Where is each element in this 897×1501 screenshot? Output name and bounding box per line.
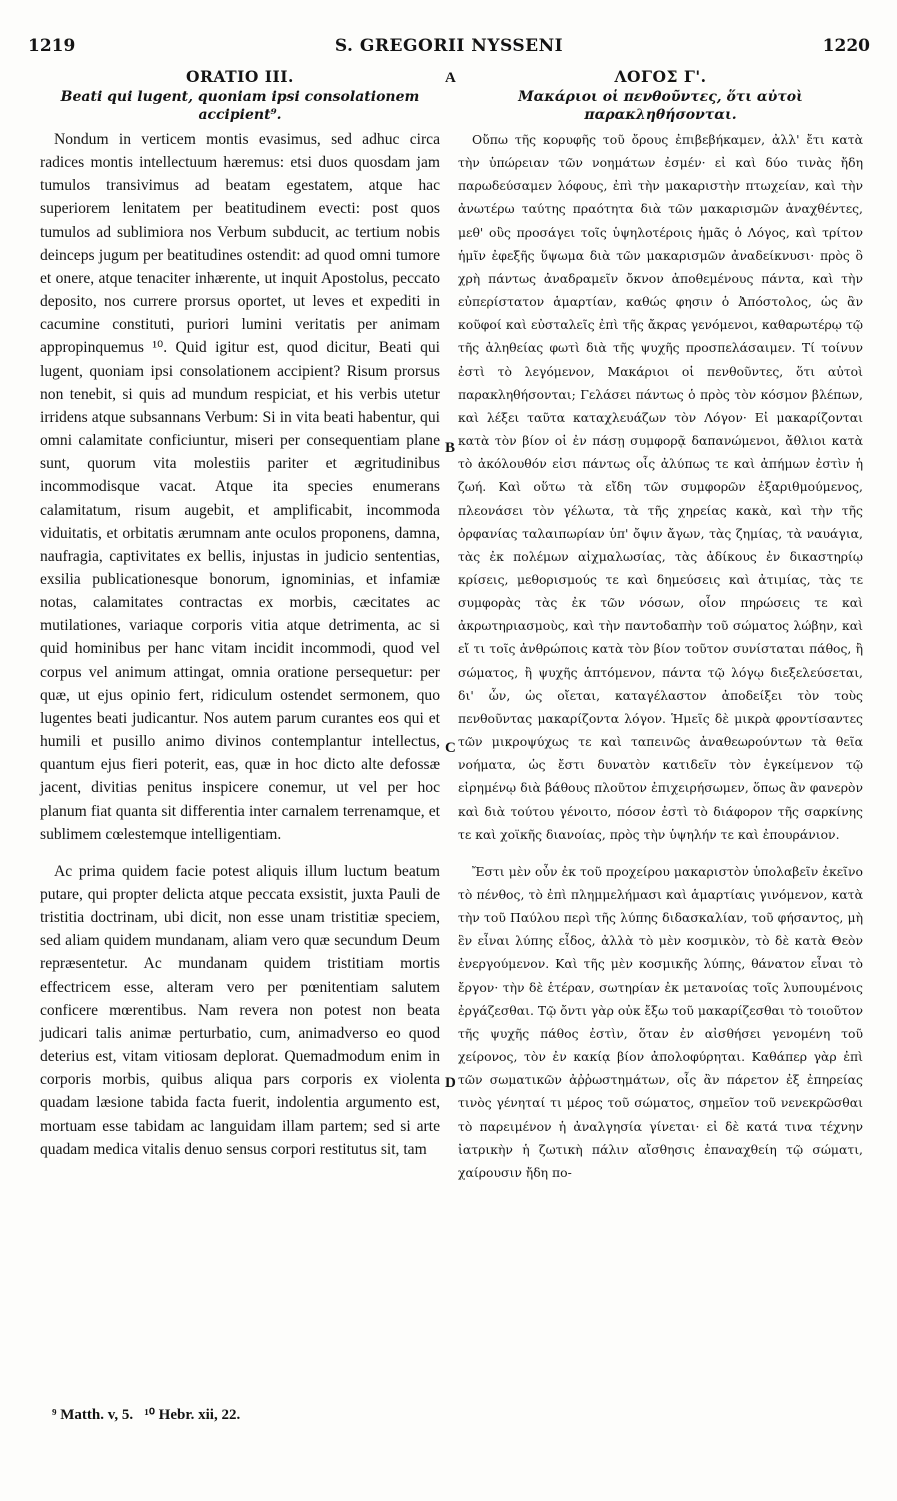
margin-marker-c: C xyxy=(445,740,456,756)
greek-column xyxy=(458,66,863,1184)
greek-paragraph-1: Οὔπω τῆς κορυφῆς τοῦ ὄρους ἐπιβεβήκαμεν, ἀλλ' ἔτι κατὰ τὴν ὑπώρειαν τῶν νοημάτων ἐσμέν· εἰ καὶ δύο τινὰς ἤδη παρωδεύσαμεν λόφους, ἐπὶ τὴν μακαριστὴν πτωχείαν, καὶ τὴν ἀνωτέρω ταύτης πραότητα διὰ τῶν μακαρισμῶν ἀναχθέντες, μεθ' οὓς προσάγει τοῖς ὑψηλοτέροις ἡμᾶς ὁ Λόγος, καὶ τρίτον ἡμῖν ἐφεξῆς ὕψωμα διὰ τῶν μακαρισμῶν ἀναδείκνυσι· πρὸς ὃ χρὴ πάντως ἀναδραμεῖν ὄκνον ἀποθεμένους πάντα, καὶ τὴν εὐπερίστατον ἁμαρτίαν, καθώς φησιν ὁ Ἀπόστολος, ὡς ἂν κοῦφοί καὶ εὐσταλεῖς ἐπὶ τῆς ἄκρας γενόμενοι, καθαρωτέρῳ τῷ τῆς ἀληθείας φωτὶ διὰ τῆς ψυχῆς προσπελάσαιμεν. Τί τοίνυν ἐστὶ τὸ λεγόμενον, Μακάριοι οἱ πενθοῦντες, ὅτι αὐτοὶ παρακληθήσονται; Γελάσει πάντως ὁ πρὸς τὸν κόσμον βλέπων, καὶ λέξει ταῦτα καταχλευάζων τὸν Λόγον· Εἰ μακαρίζονται κατὰ τὸν βίον οἱ ἐν πάσῃ συμφορᾷ δαπανώμενοι, ἄθλιοι κατὰ τὸ ἀκόλουθόν εἰσι πάντως οἷς ἀλύπως τε καὶ ἀπήμων ἐστὶν ἡ ζωή. Καὶ οὕτω τὰ εἴδη τῶν συμφορῶν ἐξαριθμούμενος, πλεονάσει τὸν γέλωτα, τὰ τῆς χηρείας κακὰ, καὶ τὴν τῆς ὀρφανίας ταλαιπωρίαν ὑπ' ὄψιν ἄγων, τὰς ζημίας, τὰ ναυάγια, τὰς ἐκ πολέμων αἰχμαλωσίας, τὰς ἀδίκους ἐν δικαστηρίῳ κρίσεις, μεθορισμούς τε καὶ δημεύσεις καὶ ἀτιμίας, τὰς τε συμφορὰς τὰς ἐκ τῶν νόσων, οἷον πηρώσεις τε καὶ ἀκρωτηριασμοὺς, καὶ τὴν παντοδαπὴν τοῦ σώματος λώβην, καὶ εἴ τι τοῖς ἀνθρώποις κατὰ τὸν βίον τοῦτον συνίσταται πάθος, ἢ σώματος, ἢ ψυχῆς ἁπτόμενον, πάντα τῷ λόγῳ διεξελεύσεται, δι' ὧν, ὡς οἴεται, καταγέλαστον ἀποδείξει τὸν τοὺς πενθοῦντας μακαρίζοντα λόγον. Ἡμεῖς δὲ μικρὰ φροντίσαντες τῶν μικροψύχως τε καὶ ταπεινῶς ἀναθεωρούντων τὰ θεῖα νοήματα, ὡς ἔστι δυνατὸν κατιδεῖν τὸν ἐγκείμενον τῷ εἰρημένῳ διὰ βάθους πλοῦτον ἐπιχειρήσωμεν, ὅπως ἂν φανερὸν καὶ διὰ τούτου γένοιτο, πόσον ἐστὶ τὸ διάφορον τῆς σαρκίνης τε καὶ χοϊκῆς διανοίας, πρὸς τὴν ὑψηλήν τε καὶ ἐπουράνιον. xyxy=(458,132,863,842)
latin-column xyxy=(40,66,440,1161)
greek-epigraph: Μακάριοι οἱ πενθοῦντες, ὅτι αὐτοὶ παρακληθήσονται. xyxy=(518,89,803,123)
latin-paragraph-2: Ac prima quidem facie potest aliquis illum luctum beatum putare, qui propter delicta atque peccata exsistit, juxta Pauli de tristitia doctrinam, ubi dicit, non esse unam tristitiæ speciem, sed aliam quidem mundanam, aliam vero quæ secundum Deum repræsentetur. Ac mundanam quidem tristitiam mortis effectricem esse, alteram vero per pœnitentiam salutem conficere mœrentibus. Nam revera non potest non beata judicari talis animæ perturbatio, cum, animadverso eo quod deterius est, vitam vitiosam deplorat. Quemadmodum enim in corporis morbis, quibus aliqua pars corporis ex violenta quadam læsione tabida facta fuerit, indolentia argumento est, mortuam esse tabidam ac languidam illam partem; sed si arte quadam medica vitalis denuo sensus corpori restitutus sit, tam xyxy=(40,862,440,1158)
greek-paragraph-2: Ἔστι μὲν οὖν ἐκ τοῦ προχείρου μακαριστὸν ὑπολαβεῖν ἐκεῖνο τὸ πένθος, τὸ ἐπὶ πλημμελήμασι καὶ ἁμαρτίαις γινόμενον, κατὰ τὴν τοῦ Παύλου περὶ τῆς λύπης διδασκαλίαν, τοῦ φήσαντος, μὴ ἓν εἶναι λύπης εἶδος, ἀλλὰ τὸ μὲν κοσμικὸν, τὸ δὲ κατὰ Θεὸν ἐνεργούμενον. Καὶ τῆς μὲν κοσμικῆς λύπης, θάνατον εἶναι τὸ ἔργον· τὴν δὲ ἑτέραν, σωτηρίαν ἐκ μετανοίας τοῖς λυπουμένοις ἐργάζεσθαι. Τῷ ὄντι γὰρ οὐκ ἔξω τοῦ μακαρίζεσθαι τὸ τοιοῦτον τῆς ψυχῆς πάθος ἐστὶν, ὅταν ἐν αἰσθήσει γενομένη τοῦ χείρονος, τὸν ἐν κακίᾳ βίον ἀπολοφύρηται. Καθάπερ γὰρ ἐπὶ τῶν σωματικῶν ἀῤῥωστημάτων, οἷς ἂν πάρετον ἐξ ἐπηρείας τινὸς γένηταί τι μέρος τοῦ σώματος, σημεῖον τοῦ νενεκρῶσθαι τὸ παρειμένον ἡ ἀναλγησία γίνεται· εἰ δὲ κατά τινα τέχνην ἰατρικὴν ἡ ζωτικὴ πάλιν αἴσθησις ἐπαναχθείη τῷ σώματι, χαίρουσιν ἤδη πο- xyxy=(458,863,863,1180)
page-header xyxy=(28,36,870,60)
latin-paragraph-1: Nondum in verticem montis evasimus, sed adhuc circa radices montis intellectuum hæremus: etsi duos quosdam jam tumulos transivimus ad beatam egestatem, atque hac superiorem lenitatem per beatitudinem evecti: post quos tumulos ad sublimiora nos Verbum subducit, ac tertium nobis deinceps jugum per beatitudines ostendit: ad quod omni tumore et onere, atque tenaciter inhærente, ut inquit Apostolus, peccato deposito, nos currere prorsus oportet, ut leves et expediti in cacumine constituti, puriori lumini veritatis per animam appropinquemus ¹⁰. Quid igitur est, quod dicitur, Beati qui lugent, quoniam ipsi consolationem accipient? Risum prorsus non tenebit, si quis ad mundum respiciat, et his verbis utetur irridens atque subsannans Verbum: Si in vita beati habentur, qui omni calamitate conficiuntur, miseri per consequentiam plane sunt, quorum vita molestiis pariter et ægritudinibus incommodisque vacat. Atque ita species enumerans calamitatum, risum augebit, et amplificabit, incommoda viduitatis, et orbitatis ærumnam ante oculos proponens, damna, naufragia, captivitates ex bellis, injustas in judicio sententias, exsilia publicationesque bonorum, ignominias, et infamiæ notas, calamitates contractas ex morbis, cæcitates ac mutilationes, variaque corporis vitia atque detrimenta, ac si quid hominibus per hanc vitam incidit incommodi, quod vel corpus vel animum attingat, omnia oratione persequetur: per quæ, ut ejus opinio fert, ridiculum ostendet sermonem, quo lugentes beati judicantur. Nos autem parum curantes eos qui et humili et pusillo animo divinos contemplantur intellectus, quantum ejus fieri poterit, eas, quæ in hoc dicto alte defossæ jacent, divitias penitus inspicere conemur, ut vel per hoc planum fiat quanta sit differentia inter carnalem terrenamque, et sublimem cœlestemque intelligentiam. xyxy=(40,131,440,843)
margin-marker-d: D xyxy=(445,1075,456,1091)
latin-oration-title: ORATIO III. xyxy=(186,67,294,86)
greek-oration-title: ΛΟΓΟΣ Γ'. xyxy=(614,67,707,86)
footnote: ⁹ Matth. v, 5. ¹⁰ Hebr. xii, 22. xyxy=(52,1407,241,1423)
margin-marker-b: B xyxy=(445,440,456,456)
page-number-left: 1219 xyxy=(28,36,76,56)
latin-epigraph: Beati qui lugent, quoniam ipsi consolationem accipient⁹. xyxy=(60,89,420,123)
running-title: S. GREGORII NYSSENI xyxy=(334,36,564,56)
margin-marker-a: A xyxy=(445,70,456,86)
page-number-right: 1220 xyxy=(822,36,870,56)
